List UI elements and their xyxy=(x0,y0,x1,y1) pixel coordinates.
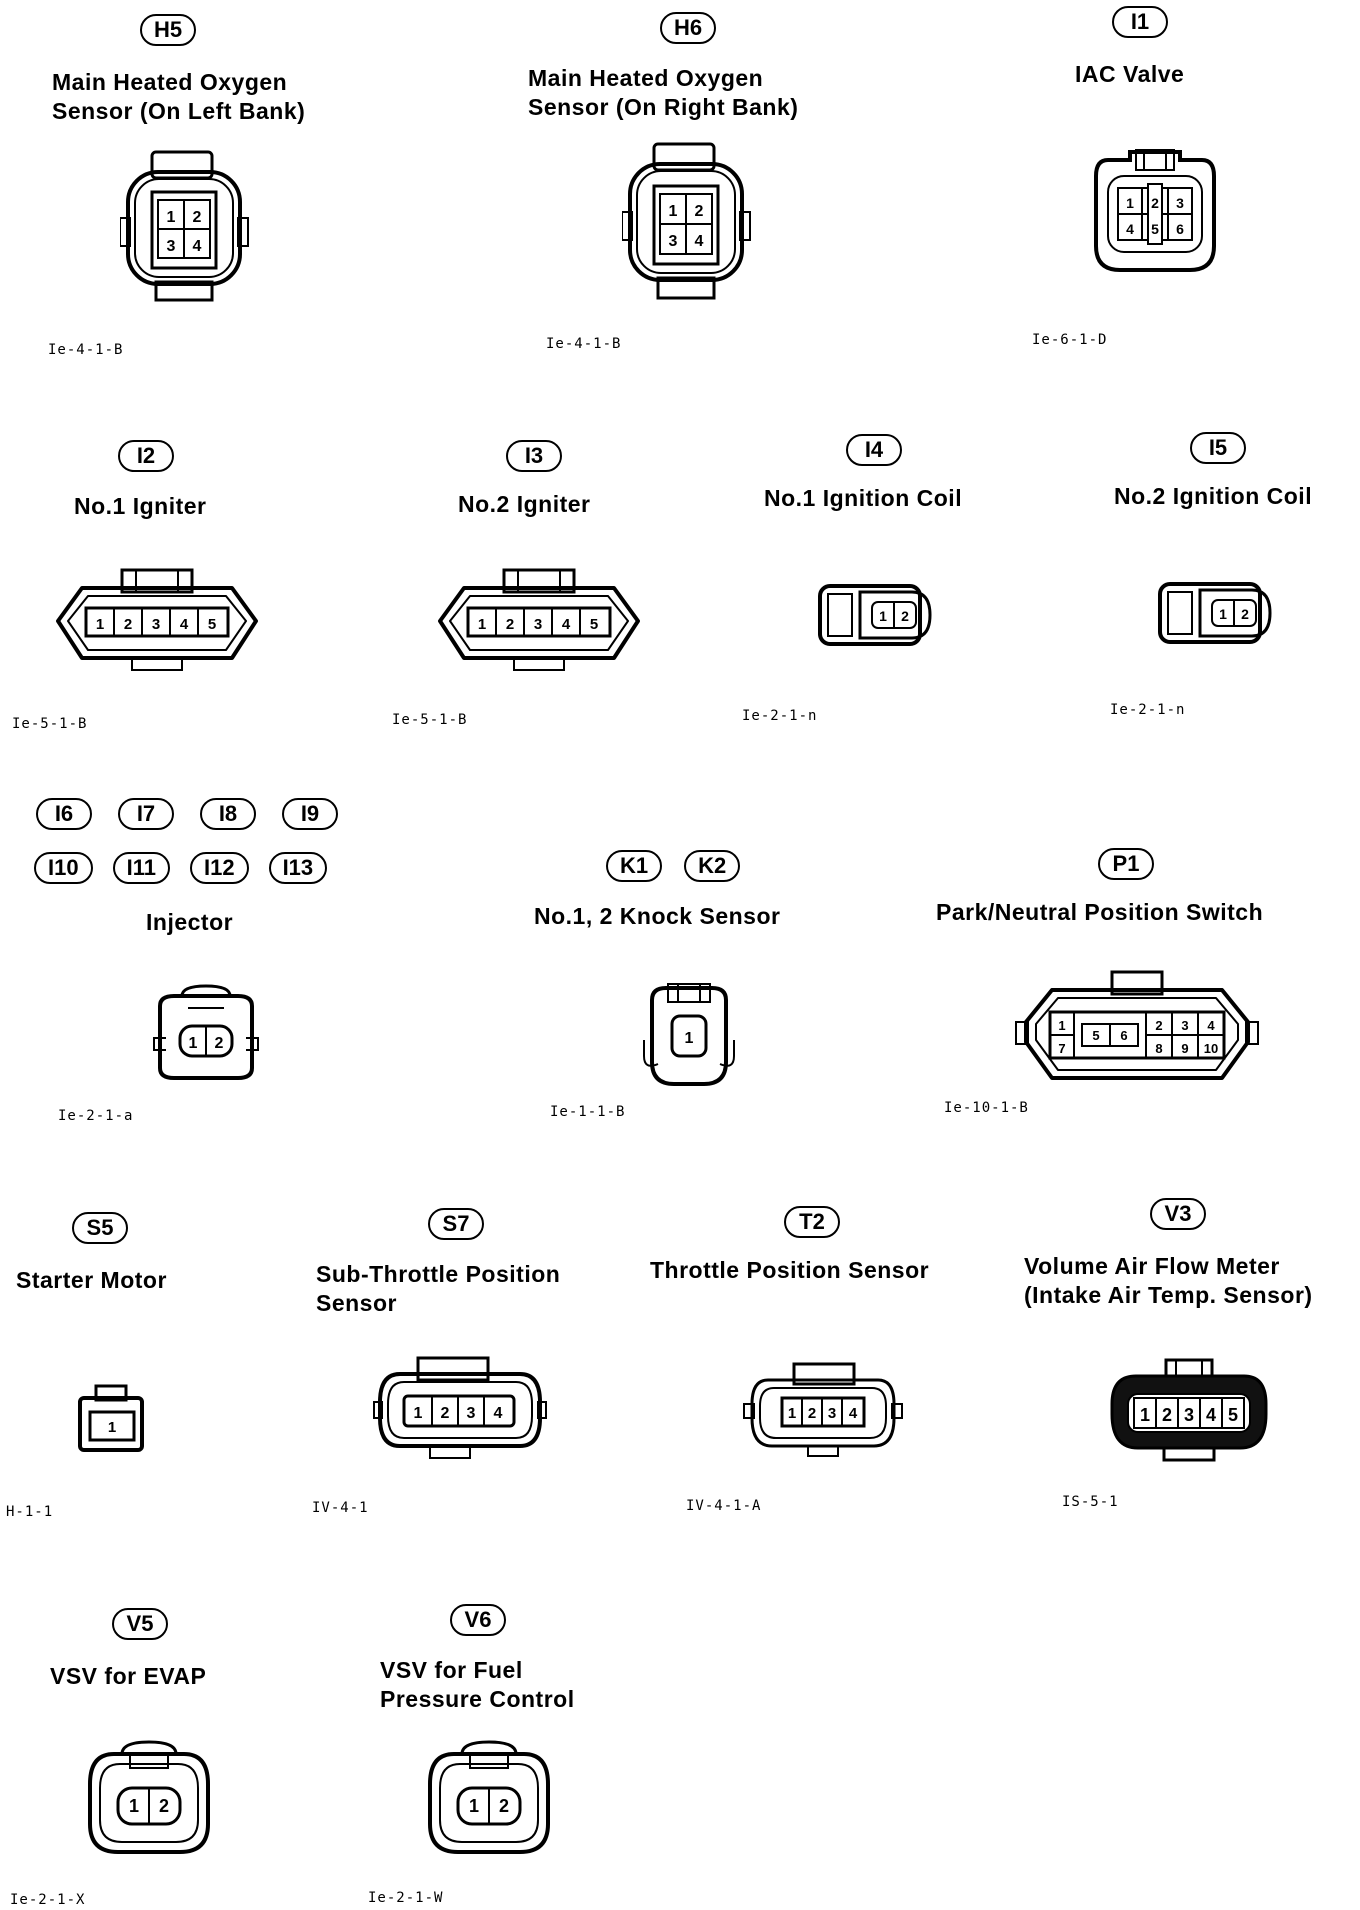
connector-h6 xyxy=(660,12,716,44)
pin-label: 1 xyxy=(787,1405,797,1422)
pin-label: 1 xyxy=(413,1405,423,1422)
connector-diagram-i5 xyxy=(1156,578,1276,648)
code-badge: P1 xyxy=(1098,848,1154,880)
pin-label: 1 xyxy=(95,616,105,633)
connector-p1 xyxy=(1098,848,1154,880)
pin-label: 4 xyxy=(1126,221,1134,237)
pin-label: 5 xyxy=(1092,1028,1100,1043)
pin-label: 2 xyxy=(1151,195,1159,211)
connector-name: Main Heated Oxygen Sensor (On Left Bank) xyxy=(52,69,306,124)
connector-v6 xyxy=(450,1604,506,1636)
code-badge: S5 xyxy=(72,1212,128,1244)
reference-code: Ie-5-1-B xyxy=(392,712,468,728)
pin-label: 3 xyxy=(151,616,161,633)
pin-label: 4 xyxy=(192,238,202,255)
code-badge: K1 xyxy=(606,850,662,882)
injector-codes-row-1 xyxy=(36,798,338,830)
connector-name: Sub-Throttle Position Sensor xyxy=(316,1261,561,1316)
connector-v5 xyxy=(112,1608,168,1640)
connector-h5 xyxy=(140,14,196,46)
pin-label: 1 xyxy=(107,1419,117,1436)
connector-i3 xyxy=(506,440,562,472)
pin-label: 6 xyxy=(1176,221,1184,237)
pin-label: 1 xyxy=(879,608,887,624)
code-badge: I10 xyxy=(34,852,93,884)
pin-label: 4 xyxy=(493,1405,503,1422)
pin-label: 1 xyxy=(1219,606,1227,622)
pin-label: 10 xyxy=(1203,1041,1219,1056)
pin-label: 2 xyxy=(498,1796,510,1816)
reference-code: Ie-1-1-B xyxy=(550,1104,626,1120)
pin-label: 2 xyxy=(901,608,909,624)
code-badge: V6 xyxy=(450,1604,506,1636)
connector-s7 xyxy=(428,1208,484,1240)
connector-name: Volume Air Flow Meter (Intake Air Temp. Sensor) xyxy=(1024,1253,1313,1308)
pin-label: 5 xyxy=(207,616,217,633)
pin-label: 9 xyxy=(1181,1041,1189,1056)
code-badge: V3 xyxy=(1150,1198,1206,1230)
pin-label: 3 xyxy=(668,233,678,250)
pin-label: 4 xyxy=(561,616,571,633)
pin-label: 4 xyxy=(1205,1405,1217,1425)
pin-label: 3 xyxy=(827,1405,837,1422)
pin-label: 2 xyxy=(1241,606,1249,622)
pin-label: 1 xyxy=(166,209,176,226)
connector-diagram-s7 xyxy=(370,1354,550,1464)
reference-code: IV-4-1-A xyxy=(686,1498,762,1514)
code-badge: I3 xyxy=(506,440,562,472)
code-badge: I2 xyxy=(118,440,174,472)
connector-name: VSV for Fuel Pressure Control xyxy=(380,1657,575,1712)
reference-code: Ie-4-1-B xyxy=(48,342,124,358)
connector-diagram-v6 xyxy=(424,1740,554,1860)
connector-v3 xyxy=(1150,1198,1206,1230)
pin-label: 1 xyxy=(1126,195,1134,211)
reference-code: H-1-1 xyxy=(6,1504,54,1520)
pin-label: 2 xyxy=(694,203,704,220)
connector-diagram-injector xyxy=(146,984,266,1084)
pin-label: 2 xyxy=(1155,1018,1163,1033)
connector-name: Main Heated Oxygen Sensor (On Right Bank) xyxy=(528,65,799,120)
connector-i1 xyxy=(1112,6,1168,38)
pin-label: 7 xyxy=(1058,1041,1066,1056)
connector-name: Throttle Position Sensor xyxy=(650,1257,930,1283)
reference-code: Ie-10-1-B xyxy=(944,1100,1029,1116)
code-badge: I8 xyxy=(200,798,256,830)
connector-t2 xyxy=(784,1206,840,1238)
code-badge: I7 xyxy=(118,798,174,830)
pin-label: 1 xyxy=(1058,1018,1066,1033)
pin-label: 1 xyxy=(668,203,678,220)
connector-diagram-k1-k2 xyxy=(634,980,744,1090)
pin-label: 4 xyxy=(1207,1018,1215,1033)
pin-label: 4 xyxy=(694,233,704,250)
connector-diagram-p1 xyxy=(1012,970,1262,1090)
pin-label: 1 xyxy=(1139,1405,1151,1425)
reference-code: IV-4-1 xyxy=(312,1500,369,1516)
code-badge: S7 xyxy=(428,1208,484,1240)
pin-label: 8 xyxy=(1155,1041,1163,1056)
pin-label: 3 xyxy=(1176,195,1184,211)
pin-label: 2 xyxy=(214,1035,224,1052)
pin-label: 2 xyxy=(505,616,515,633)
connector-diagram-i3 xyxy=(434,566,644,676)
pin-label: 6 xyxy=(1120,1028,1128,1043)
connector-diagram-h6 xyxy=(622,140,752,308)
code-badge: I5 xyxy=(1190,432,1246,464)
pin-label: 4 xyxy=(179,616,189,633)
reference-code: Ie-2-1-X xyxy=(10,1892,86,1908)
connector-name: No.2 Igniter xyxy=(458,491,591,517)
connector-name: No.1 Igniter xyxy=(74,493,207,519)
connector-diagram-i1 xyxy=(1090,146,1220,276)
reference-code: IS-5-1 xyxy=(1062,1494,1119,1510)
code-badge: I1 xyxy=(1112,6,1168,38)
reference-code: Ie-2-1-n xyxy=(742,708,818,724)
code-badge: I11 xyxy=(113,852,170,884)
pin-label: 3 xyxy=(533,616,543,633)
connector-name: No.1, 2 Knock Sensor xyxy=(534,903,781,929)
pin-label: 2 xyxy=(1161,1405,1173,1425)
connector-name: No.2 Ignition Coil xyxy=(1114,483,1313,509)
connector-k1-k2 xyxy=(606,850,740,882)
connector-name: No.1 Ignition Coil xyxy=(764,485,963,511)
connector-diagram-v3 xyxy=(1104,1356,1274,1466)
connector-diagram-t2 xyxy=(738,1360,908,1470)
pin-label: 1 xyxy=(128,1796,140,1816)
pin-label: 4 xyxy=(848,1405,858,1422)
connector-diagram-h5 xyxy=(120,148,250,308)
pin-label: 5 xyxy=(1151,221,1159,237)
code-badge: I9 xyxy=(282,798,338,830)
connector-diagram-v5 xyxy=(84,1740,214,1860)
pin-label: 5 xyxy=(589,616,599,633)
reference-code: Ie-6-1-D xyxy=(1032,332,1108,348)
code-badge: H6 xyxy=(660,12,716,44)
code-badge: T2 xyxy=(784,1206,840,1238)
reference-code: Ie-2-1-W xyxy=(368,1890,444,1906)
pin-label: 2 xyxy=(192,209,202,226)
code-badge: V5 xyxy=(112,1608,168,1640)
pin-label: 3 xyxy=(1183,1405,1195,1425)
reference-code: Ie-5-1-B xyxy=(12,716,88,732)
connector-i4 xyxy=(846,434,902,466)
code-badge: H5 xyxy=(140,14,196,46)
reference-code: Ie-2-1-n xyxy=(1110,702,1186,718)
pin-label: 1 xyxy=(477,616,487,633)
code-badge: I12 xyxy=(190,852,249,884)
connector-name: Injector xyxy=(146,909,234,935)
pin-label: 3 xyxy=(1181,1018,1189,1033)
pin-label: 2 xyxy=(440,1405,450,1422)
injector-codes-row-2 xyxy=(34,852,327,884)
pin-label: 1 xyxy=(188,1035,198,1052)
connector-i2 xyxy=(118,440,174,472)
pin-label: 2 xyxy=(158,1796,170,1816)
pin-label: 1 xyxy=(684,1030,694,1047)
connector-name: IAC Valve xyxy=(1075,61,1185,87)
connector-s5 xyxy=(72,1212,128,1244)
reference-code: Ie-4-1-B xyxy=(546,336,622,352)
connector-name: Starter Motor xyxy=(16,1267,167,1293)
code-badge: I4 xyxy=(846,434,902,466)
reference-code: Ie-2-1-a xyxy=(58,1108,134,1124)
code-badge: K2 xyxy=(684,850,740,882)
connector-name: Park/Neutral Position Switch xyxy=(936,899,1264,925)
pin-label: 2 xyxy=(123,616,133,633)
code-badge: I6 xyxy=(36,798,92,830)
connector-diagram-i4 xyxy=(816,580,936,650)
connector-diagram-i2 xyxy=(52,566,262,676)
pin-label: 3 xyxy=(166,238,176,255)
pin-label: 5 xyxy=(1227,1405,1239,1425)
connector-name: VSV for EVAP xyxy=(50,1663,207,1689)
pin-label: 2 xyxy=(807,1405,817,1422)
connector-diagram-s5 xyxy=(76,1382,146,1454)
pin-label: 3 xyxy=(466,1405,476,1422)
code-badge: I13 xyxy=(269,852,328,884)
connector-i5 xyxy=(1190,432,1246,464)
pin-label: 1 xyxy=(468,1796,480,1816)
